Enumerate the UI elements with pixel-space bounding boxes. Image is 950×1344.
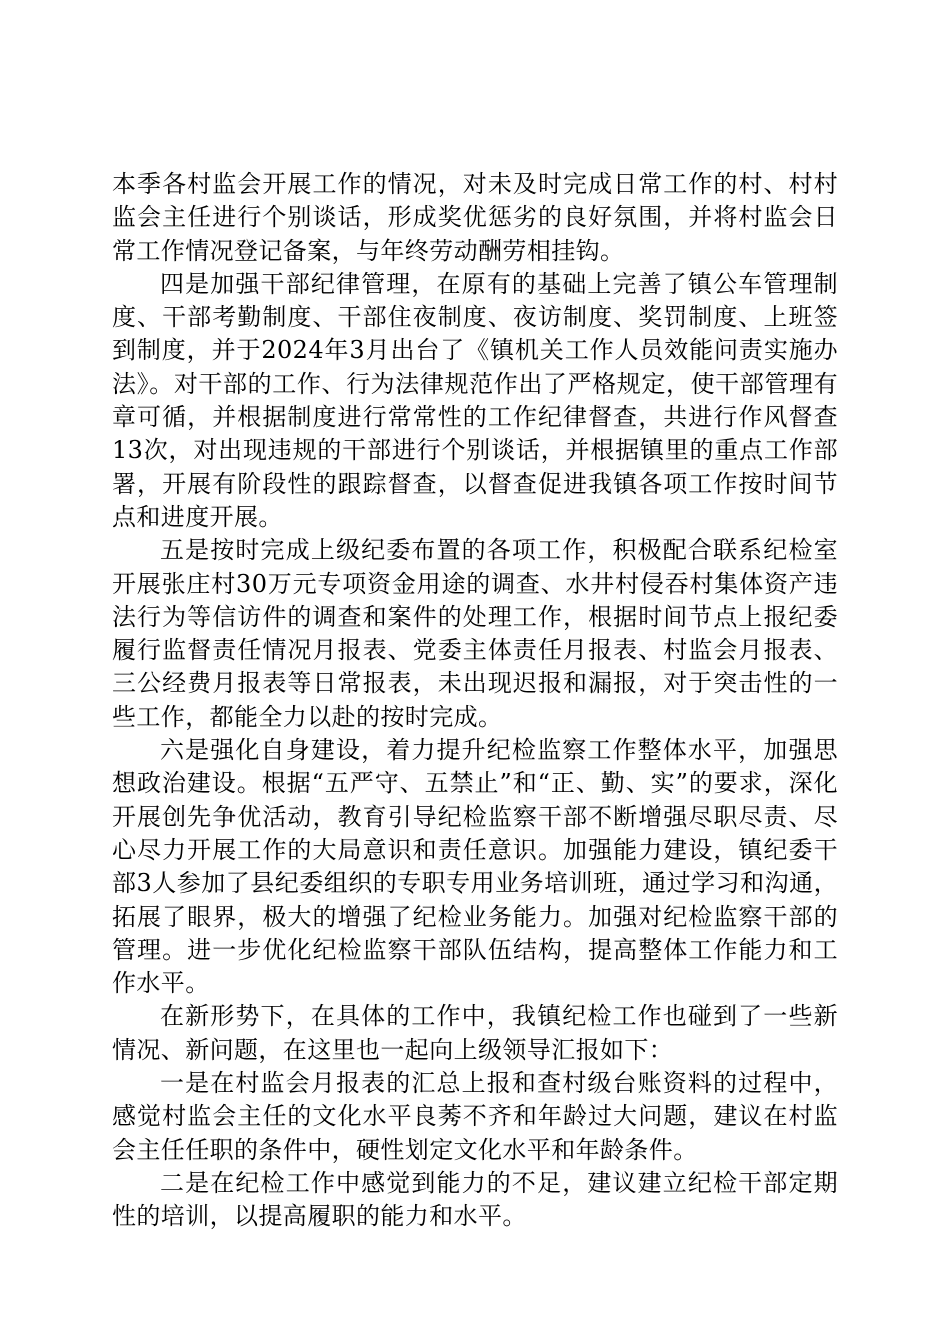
paragraph-superior-tasks: 五是按时完成上级纪委布置的各项工作，积极配合联系纪检室开展张庄村30万元专项资金用途的调查、水井村侵吞村集体资产违法行为等信访件的调查和案件的处理工作，根据时间节点上报纪委履行监督责任情况月报表、党委主体责任月报表、村监会月报表、三公经费月报表等日常报表，未出现迟报和漏报，对于突击性的一些工作，都能全力以赴的按时完成。 <box>112 536 838 731</box>
paragraph-suggestion-two: 二是在纪检工作中感觉到能力的不足，建议建立纪检干部定期性的培训，以提高履职的能力和水平。 <box>112 1168 838 1231</box>
document-body <box>112 168 838 1234</box>
paragraph-discipline-management: 四是加强干部纪律管理，在原有的基础上完善了镇公车管理制度、干部考勤制度、干部住夜制度、夜访制度、奖罚制度、上班签到制度，并于2024年3月出台了《镇机关工作人员效能问责实施办法》。对干部的工作、行为法律规范作出了严格规定，使干部管理有章可循，并根据制度进行常常性的工作纪律督查，共进行作风督查13次，对出现违规的干部进行个别谈话，并根据镇里的重点工作部署，开展有阶段性的跟踪督查，以督查促进我镇各项工作按时间节点和进度开展。 <box>112 269 838 531</box>
paragraph-suggestion-one: 一是在村监会月报表的汇总上报和查村级台账资料的过程中，感觉村监会主任的文化水平良莠不齐和年龄过大问题，建议在村监会主任任职的条件中，硬性划定文化水平和年龄条件。 <box>112 1069 838 1164</box>
paragraph-new-situation: 在新形势下，在具体的工作中，我镇纪检工作也碰到了一些新情况、新问题，在这里也一起向上级领导汇报如下： <box>112 1002 838 1064</box>
paragraph-self-building: 六是强化自身建设，着力提升纪检监察工作整体水平，加强思想政治建设。根据“五严守、五禁止”和“正、勤、实”的要求，深化开展创先争优活动，教育引导纪检监察干部不断增强尽职尽责、尽心尽力开展工作的大局意识和责任意识。加强能力建设，镇纪委干部3人参加了县纪委组织的专职专用业务培训班，通过学习和沟通，拓展了眼界，极大的增强了纪检业务能力。加强对纪检监察干部的管理。进一步优化纪检监察干部队伍结构，提高整体工作能力和工作水平。 <box>112 736 838 998</box>
paragraph-continued: 本季各村监会开展工作的情况，对未及时完成日常工作的村、村村监会主任进行个别谈话，形成奖优惩劣的良好氛围，并将村监会日常工作情况登记备案，与年终劳动酬劳相挂钩。 <box>112 170 838 265</box>
